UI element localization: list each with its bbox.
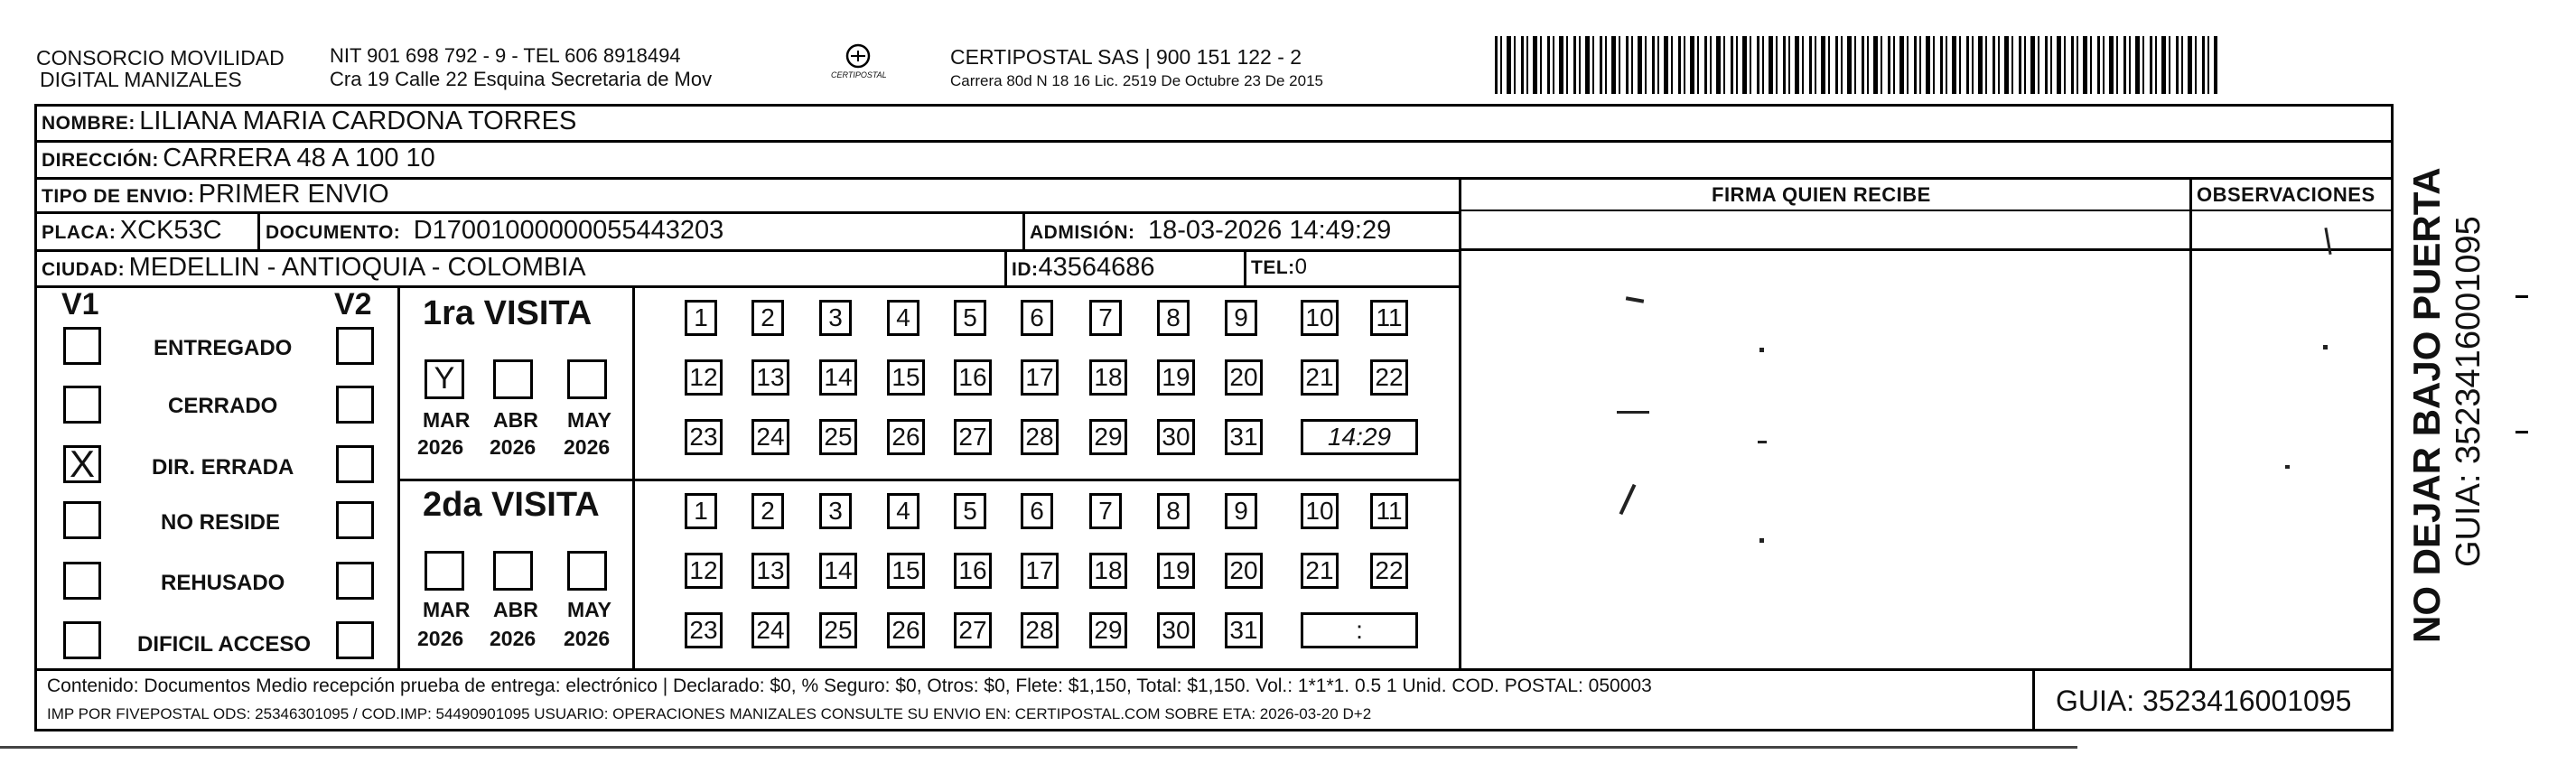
visit1-day-box[interactable]: 28 [1021, 419, 1059, 455]
visit2-year-label: 2026 [490, 627, 537, 650]
visit2-day-box[interactable]: 1 [685, 493, 717, 529]
placa-row [42, 216, 222, 246]
visit2-day-box[interactable]: 15 [887, 553, 925, 589]
visit2-day-box[interactable]: 12 [685, 553, 723, 589]
direccion-row [42, 144, 435, 173]
visit2-day-box[interactable]: 27 [954, 612, 992, 648]
visit1-month-label: MAY [567, 408, 611, 432]
certipostal-logo [831, 42, 887, 87]
tipo-value: PRIMER ENVIO [198, 180, 389, 209]
ciudad-label: CIUDAD: [42, 259, 126, 280]
visit1-day-box[interactable]: 8 [1157, 300, 1190, 336]
side-warning: NO DEJAR BAJO PUERTA [2405, 167, 2448, 643]
visit1-day-box[interactable]: 22 [1370, 359, 1408, 396]
visit2-day-box[interactable]: 9 [1225, 493, 1257, 529]
visit2-day-box[interactable]: 25 [819, 612, 857, 648]
visit2-day-box[interactable]: 31 [1225, 612, 1263, 648]
visit1-time-box[interactable]: 14:29 [1301, 419, 1418, 455]
visit1-day-box[interactable]: 12 [685, 359, 723, 396]
visit1-day-box[interactable]: 19 [1157, 359, 1195, 396]
tel-label: TEL: [1251, 257, 1295, 278]
v2-dificil-acceso-checkbox[interactable] [336, 621, 374, 659]
admision-row [1030, 216, 1391, 246]
visit2-day-box[interactable]: 16 [954, 553, 992, 589]
observation-mark [2285, 465, 2290, 469]
admision-value: 18-03-2026 14:49:29 [1147, 216, 1392, 245]
visit1-day-box[interactable]: 18 [1089, 359, 1127, 396]
visit1-day-box[interactable]: 1 [685, 300, 717, 336]
v2-no-reside-checkbox[interactable] [336, 501, 374, 539]
v2-cerrado-checkbox[interactable] [336, 386, 374, 424]
company-name-line1: CONSORCIO MOVILIDAD [36, 46, 285, 70]
visit2-may-checkbox[interactable] [567, 551, 607, 591]
visit1-day-box[interactable]: 17 [1021, 359, 1059, 396]
visit1-year-label: 2026 [417, 435, 464, 459]
documento-label: DOCUMENTO: [266, 222, 401, 243]
v1-entregado-checkbox[interactable] [63, 327, 101, 365]
visit2-day-box[interactable]: 2 [751, 493, 784, 529]
visit1-day-box[interactable]: 27 [954, 419, 992, 455]
status-label: CERRADO [168, 394, 278, 418]
observation-mark [2323, 345, 2328, 349]
visit2-day-box[interactable]: 20 [1225, 553, 1263, 589]
v1-no-reside-checkbox[interactable] [63, 501, 101, 539]
documento-value: D17001000000055443203 [413, 216, 724, 245]
row-divider [1461, 248, 2394, 251]
visit2-day-box[interactable]: 21 [1301, 553, 1339, 589]
col-divider [257, 211, 260, 249]
ciudad-value: MEDELLIN - ANTIOQUIA - COLOMBIA [128, 253, 586, 282]
visit2-day-box[interactable]: 10 [1301, 493, 1339, 529]
visit1-mar-checkbox[interactable]: Y [425, 359, 464, 399]
visit1-day-box[interactable]: 4 [887, 300, 919, 336]
visit1-day-box[interactable]: 2 [751, 300, 784, 336]
footer-contenido: Contenido: Documentos Medio recepción prueba de entrega: electrónico | Declarado: $0, % Seguro: $0, Otros: $0, Flete: $1,150, Total: $1,150. Vol.: 1*1*1. 0.5 1 Unid. COD. POSTAL: 050003 [47, 675, 1652, 696]
barcode [1495, 36, 2217, 94]
id-row [1012, 253, 1155, 283]
visit2-day-box[interactable]: 29 [1089, 612, 1127, 648]
col-divider [1022, 211, 1025, 249]
visit-divider [397, 479, 1461, 481]
visit2-title: 2da VISITA [423, 486, 600, 524]
signature-mark [1759, 538, 1764, 543]
v1-label: V1 [61, 287, 99, 321]
col-divider [397, 285, 400, 668]
visit1-day-box[interactable]: 13 [751, 359, 789, 396]
visit2-day-box[interactable]: 24 [751, 612, 789, 648]
edge-mark [2515, 295, 2528, 298]
visit1-may-checkbox[interactable] [567, 359, 607, 399]
page-edge-line [0, 746, 2077, 749]
row-divider [34, 249, 1461, 252]
visit1-day-box[interactable]: 3 [819, 300, 852, 336]
signature-mark [1617, 411, 1649, 414]
tel-row [1251, 255, 1307, 280]
status-label: REHUSADO [161, 571, 285, 595]
visit1-day-box[interactable]: 20 [1225, 359, 1263, 396]
v1-cerrado-checkbox[interactable] [63, 386, 101, 424]
visit1-day-box[interactable]: 30 [1157, 419, 1195, 455]
status-label: DIFICIL ACCESO [137, 632, 312, 657]
visit2-year-label: 2026 [564, 627, 611, 650]
visit1-day-box[interactable]: 23 [685, 419, 723, 455]
carrier-address: Carrera 80d N 18 16 Lic. 2519 De Octubre 23 De 2015 [950, 72, 1323, 89]
visit1-day-box[interactable]: 25 [819, 419, 857, 455]
ciudad-row [42, 253, 586, 283]
tipo-row [42, 180, 389, 210]
documento-row [266, 216, 723, 246]
visit2-month-label: MAY [567, 598, 611, 621]
visit2-day-box[interactable]: 7 [1089, 493, 1122, 529]
visit2-day-box[interactable]: 13 [751, 553, 789, 589]
status-label: ENTREGADO [154, 336, 293, 360]
visit2-month-label: ABR [493, 598, 538, 621]
visit1-day-box[interactable]: 6 [1021, 300, 1053, 336]
visit2-year-label: 2026 [417, 627, 464, 650]
v1-dir-errada-checkbox[interactable]: X [63, 445, 101, 483]
footer-divider [34, 668, 2394, 671]
v2-entregado-checkbox[interactable] [336, 327, 374, 365]
visit1-day-box[interactable]: 16 [954, 359, 992, 396]
v2-label: V2 [334, 287, 372, 321]
side-guia: GUIA: 3523416001095 [2450, 216, 2487, 567]
v1-dificil-acceso-checkbox[interactable] [63, 621, 101, 659]
tel-value: 0 [1294, 255, 1308, 279]
visit1-day-box[interactable]: 10 [1301, 300, 1339, 336]
direccion-value: CARRERA 48 A 100 10 [163, 144, 435, 172]
carrier-name: CERTIPOSTAL SAS | 900 151 122 - 2 [950, 45, 1302, 69]
company-nit: NIT 901 698 792 - 9 - TEL 606 8918494 [330, 44, 681, 67]
visit2-day-box[interactable]: 5 [954, 493, 986, 529]
visit2-day-box[interactable]: 8 [1157, 493, 1190, 529]
visit2-day-box[interactable]: 22 [1370, 553, 1408, 589]
visit1-title: 1ra VISITA [423, 294, 593, 332]
nombre-value: LILIANA MARIA CARDONA TORRES [139, 107, 577, 135]
admision-label: ADMISIÓN: [1030, 222, 1135, 243]
visit1-day-box[interactable]: 21 [1301, 359, 1339, 396]
edge-mark [2515, 431, 2528, 433]
placa-label: PLACA: [42, 222, 117, 243]
status-label: NO RESIDE [161, 510, 281, 535]
placa-value: XCK53C [119, 216, 222, 245]
logo-text: CERTIPOSTAL [831, 70, 887, 79]
col-divider [1459, 177, 1461, 668]
visit1-day-box[interactable]: 31 [1225, 419, 1263, 455]
visit2-day-box[interactable]: 28 [1021, 612, 1059, 648]
direccion-label: DIRECCIÓN: [42, 150, 159, 171]
visit2-day-box[interactable]: 11 [1370, 493, 1408, 529]
footer-imp: IMP POR FIVEPOSTAL ODS: 25346301095 / COD.IMP: 54490901095 USUARIO: OPERACIONES MANIZALES CONSULTE SU ENVIO EN: CERTIPOSTAL.COM SOBRE ETA: 2026-03-20 D+2 [47, 705, 1372, 722]
visit1-day-box[interactable]: 7 [1089, 300, 1122, 336]
v2-dir-errada-checkbox[interactable] [336, 445, 374, 483]
visit2-month-label: MAR [423, 598, 471, 621]
visit1-day-box[interactable]: 5 [954, 300, 986, 336]
nombre-row [42, 107, 576, 136]
visit2-day-box[interactable]: 6 [1021, 493, 1053, 529]
id-label: ID: [1012, 259, 1039, 280]
company-address: Cra 19 Calle 22 Esquina Secretaria de Mov [330, 68, 713, 90]
firma-header: FIRMA QUIEN RECIBE [1712, 183, 1931, 206]
nombre-label: NOMBRE: [42, 113, 135, 134]
signature-mark [1759, 348, 1764, 352]
visit1-day-box[interactable]: 15 [887, 359, 925, 396]
visit2-abr-checkbox[interactable] [493, 551, 533, 591]
visit1-month-label: ABR [493, 408, 538, 432]
visit1-day-box[interactable]: 24 [751, 419, 789, 455]
observaciones-header: OBSERVACIONES [2197, 183, 2375, 206]
col-divider [632, 285, 635, 668]
visit1-year-label: 2026 [564, 435, 611, 459]
row-divider [34, 285, 1461, 288]
visit2-day-box[interactable]: 17 [1021, 553, 1059, 589]
col-divider [2032, 668, 2035, 731]
visit2-time-box[interactable]: : [1301, 612, 1418, 648]
visit1-day-box[interactable]: 14 [819, 359, 857, 396]
visit1-day-box[interactable]: 29 [1089, 419, 1127, 455]
signature-mark [1758, 441, 1767, 443]
col-divider [2189, 177, 2192, 668]
visit1-abr-checkbox[interactable] [493, 359, 533, 399]
visit1-month-label: MAR [423, 408, 471, 432]
visit1-year-label: 2026 [490, 435, 537, 459]
visit2-day-box[interactable]: 18 [1089, 553, 1127, 589]
visit2-day-box[interactable]: 14 [819, 553, 857, 589]
row-divider [34, 211, 1461, 214]
footer-guia: GUIA: 3523416001095 [2056, 685, 2352, 717]
id-value: 43564686 [1038, 253, 1155, 282]
tipo-label: TIPO DE ENVIO: [42, 186, 195, 207]
visit2-day-box[interactable]: 26 [887, 612, 925, 648]
visit1-day-box[interactable]: 11 [1370, 300, 1408, 336]
company-name-line2: DIGITAL MANIZALES [40, 68, 242, 91]
v2-rehusado-checkbox[interactable] [336, 562, 374, 600]
visit2-day-box[interactable]: 30 [1157, 612, 1195, 648]
visit2-day-box[interactable]: 19 [1157, 553, 1195, 589]
status-label: DIR. ERRADA [152, 455, 294, 480]
visit1-day-box[interactable]: 9 [1225, 300, 1257, 336]
row-divider [1461, 210, 2394, 211]
visit2-mar-checkbox[interactable] [425, 551, 464, 591]
visit2-day-box[interactable]: 4 [887, 493, 919, 529]
col-divider [1244, 249, 1246, 285]
v1-rehusado-checkbox[interactable] [63, 562, 101, 600]
visit2-day-box[interactable]: 3 [819, 493, 852, 529]
col-divider [1004, 249, 1007, 285]
visit2-day-box[interactable]: 23 [685, 612, 723, 648]
visit1-day-box[interactable]: 26 [887, 419, 925, 455]
row-divider [34, 140, 2394, 143]
